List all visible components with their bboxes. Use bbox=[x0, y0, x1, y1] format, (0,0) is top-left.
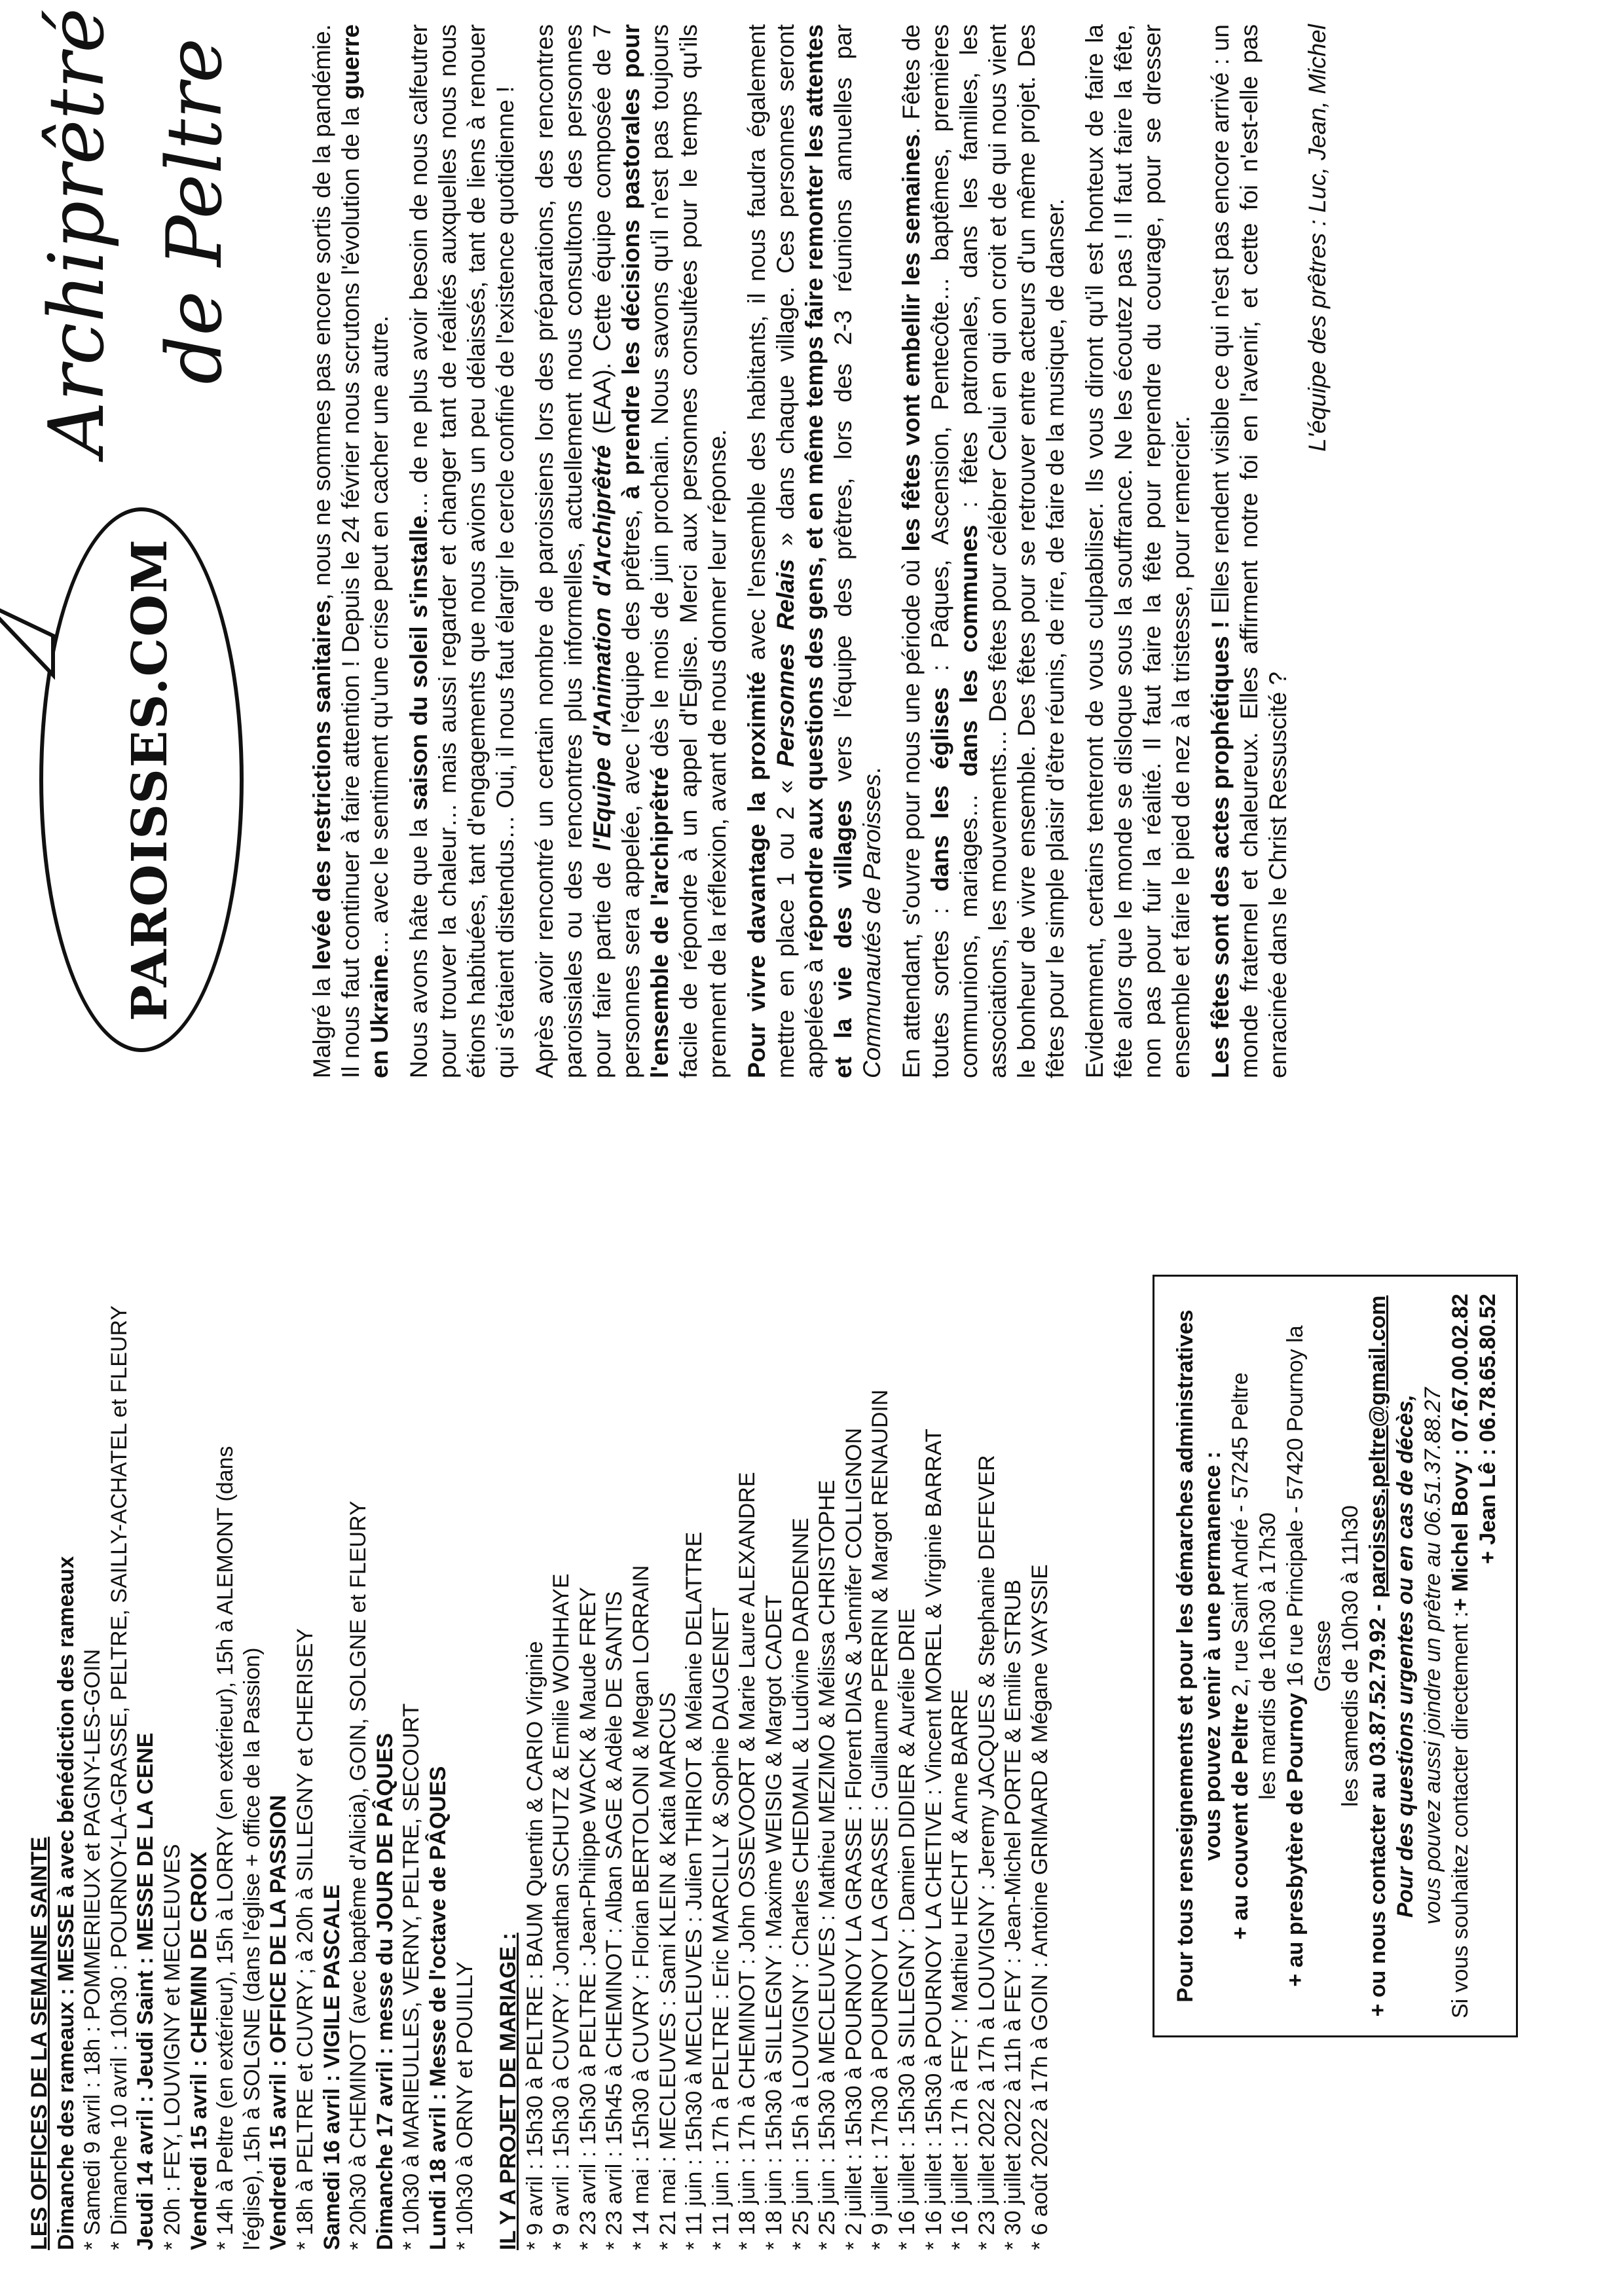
text-run: levée des restrictions sanitaires bbox=[308, 600, 335, 970]
jean-contact: + Jean Lê : 06.78.65.80.52 bbox=[1475, 1294, 1500, 1565]
convent-address: 2, rue Saint André - 57245 Peltre bbox=[1228, 1372, 1253, 1703]
presbytery-line bbox=[1282, 1294, 1337, 2018]
offices-line: * Dimanche 10 avril : 10h30 : POURNOY-LA-GRASSE, PELTRE, SAILLY-ACHATEL et FLEURY bbox=[106, 1305, 132, 2250]
offices-line: * 10h30 à ORNY et POUILLY bbox=[452, 1961, 477, 2250]
paragraph-7 bbox=[1206, 24, 1293, 1078]
wedding-line: * 9 avril : 15h30 à PELTRE : BAUM Quentin & CARIO Virginie bbox=[522, 1641, 547, 2250]
text-run: Pour vivre davantage la proximité bbox=[743, 671, 770, 1078]
urgent-line: Pour des questions urgentes ou en cas de décès, bbox=[1393, 1394, 1418, 1918]
contact-box bbox=[1153, 1275, 1518, 2037]
offices-line: Dimanche des rameaux : MESSE à avec bénédiction des rameaux bbox=[53, 1556, 79, 2250]
convent-label: + au couvent de Peltre bbox=[1228, 1702, 1253, 1940]
wedding-line: * 16 juillet : 15h30 à POURNOY LA CHETIVE : Vincent MOREL & Virginie BARRAT bbox=[921, 1429, 946, 2250]
text-run: Personnes Relais bbox=[772, 558, 799, 767]
speech-bubble-logo bbox=[39, 507, 244, 1052]
offices-line: Dimanche 17 avril : messe du JOUR DE PÂQUES bbox=[372, 1733, 397, 2250]
text-run: Malgré la bbox=[308, 970, 335, 1078]
wedding-line: * 25 juin : 15h30 à MECLEUVES : Mathieu MEZIMO & Mélissa CHRISTOPHE bbox=[815, 1480, 840, 2250]
text-run: à prendre les décisions pastorales pour l'ensemble de l'archiprêtré bbox=[618, 24, 673, 1078]
offices-line: * 20h : FEY, LOUVIGNY et MECLEUVES bbox=[159, 1844, 185, 2250]
text-run: guerre en Ukraine bbox=[337, 24, 393, 1078]
offices-line: * 20h30 à CHEMINOT (avec baptême d'Alicia), GOIN, SOLGNE et FLEURY bbox=[346, 1501, 371, 2250]
wedding-line: * 14 mai : 15h30 à CUVRY : Florian BERTOLONI & Megan LORRAIN bbox=[629, 1565, 654, 2250]
paragraph-3 bbox=[530, 24, 732, 1078]
text-run: saison du soleil s'installe bbox=[405, 515, 432, 811]
title-line2: de Peltre bbox=[151, 37, 239, 384]
contact-intro1: Pour tous renseignements et pour les démarches administratives bbox=[1173, 1309, 1198, 2003]
header bbox=[20, 7, 295, 1052]
convent-line bbox=[1227, 1294, 1254, 2018]
wedding-line: * 23 avril : 15h45 à CHEMINOT : Alban SAGE & Adèle DE SANTIS bbox=[602, 1591, 627, 2250]
email-link[interactable]: paroisses.peltre@gmail.com bbox=[1365, 1295, 1390, 1598]
text-run: . bbox=[858, 767, 885, 774]
wedding-line: * 18 juin : 17h à CHEMINOT : John OSSEVOORT & Marie Laure ALEXANDRE bbox=[735, 1472, 760, 2250]
wedding-line: * 11 juin : 15h30 à MECLEUVES : Julien THIRIOT & Mélanie DELATTRE bbox=[682, 1531, 707, 2250]
paragraph-6 bbox=[1080, 24, 1196, 1078]
presbytery-label: + au presbytère de Pournoy bbox=[1283, 1692, 1308, 1987]
offices-line: Vendredi 15 avril : CHEMIN DE CROIX bbox=[186, 1851, 212, 2250]
wedding-line: * 30 juillet 2022 à 11h à FEY : Jean-Michel PORTE & Emilie STRUB bbox=[1001, 1579, 1026, 2250]
text-run: dès le mois de juin prochain. Nous savons qu'il n'est pas toujours facile de répondre à un appel d'Eglise. Merci aux personnes consultées pour le temps qu'ils prennent de la réflexion, avant de nous donner leur réponse. bbox=[646, 24, 731, 1078]
text-run: En attendant, s'ouvre pour nous une période où bbox=[898, 551, 925, 1078]
text-run: Nous avons hâte que la bbox=[405, 810, 432, 1078]
text-run: Evidemment, certains tenteront de vous culpabiliser. Ils vous diront qu'il est honteux de faire la fête alors que le monde se disloque sous la souffrance. Ne les écoutez pas ! Il faut faire la fête, non pas pour fuir la réalité. Il faut faire la fête pour reprendre du courage, pour se dresser ensemble et faire le pied de nez à la tristesse, pour remercier. bbox=[1081, 24, 1194, 1078]
contact-intro2: vous pouvez venir à une permanence : bbox=[1200, 1451, 1225, 1861]
left-column bbox=[26, 1229, 1054, 2250]
text-run: vers l'équipe des prêtres, lors des 2-3 réunions annuelles par bbox=[830, 24, 857, 800]
text-run: : Pâques, Ascension, Pentecôte… baptêmes, premières communions, mariages… bbox=[927, 24, 982, 1078]
offices-line: * Samedi 9 avril : 18h : POMMERIEUX et PAGNY-LES-GOIN bbox=[80, 1649, 105, 2250]
text-run: … de ne plus avoir besoin de nous calfeutrer pour trouver la chaleur… mais aussi regarder et changer tant de réalités auxquelles nous nous étions habituées, tant d'engagements que nous avions un peu délaissés, tant de liens à renouer qui s'étaient distendus… Oui, il nous faut élargir le cercle confiné de l'existence quotidienne ! bbox=[405, 24, 519, 1078]
text-run: l'Equipe d'Animation d'Archiprêtré bbox=[589, 445, 616, 851]
offices-line: Vendredi 15 avril : OFFICE DE LA PASSION bbox=[266, 1795, 291, 2250]
offices-list bbox=[53, 1229, 479, 2250]
michel-contact: + Michel Bovy : 07.67.00.02.82 bbox=[1448, 1294, 1473, 1611]
text-run: Elles rendent visible ce qui n'est pas encore arrivé : un monde fraternel et chaleureux. Elles affirment notre foi en l'avenir, et cette foi n'est-elle pas enracinée dans le Christ Ressuscité ? bbox=[1207, 24, 1291, 1078]
phone-separator: - bbox=[1365, 1597, 1390, 1618]
wedding-line: * 23 avril : 15h30 à PELTRE : Jean-Philippe WACK & Maude FREY bbox=[575, 1587, 600, 2250]
wedding-line: * 21 mai : MECLEUVES : Sami KLEIN & Katia MARCUS bbox=[655, 1692, 680, 2250]
offices-title: LES OFFICES DE LA SEMAINE SAINTE bbox=[27, 1836, 52, 2250]
wedding-line: * 2 juillet : 15h30 à POURNOY LA GRASSE : Florent DIAS & Jennifer COLLIGNON bbox=[841, 1427, 866, 2250]
weddings-list bbox=[522, 1229, 1054, 2250]
wedding-line: * 23 juillet 2022 à 17h à LOUVIGNY : Jeremy JACQUES & Stephanie DEFEVER bbox=[974, 1455, 999, 2250]
bubble-tail-icon bbox=[0, 590, 60, 682]
presbytery-hours: les samedis de 10h30 à 11h30 bbox=[1338, 1505, 1363, 1807]
wedding-line: * 9 juillet : 17h30 à POURNOY LA GRASSE : Guillaume PERRIN & Margot RENAUDIN bbox=[868, 1389, 893, 2250]
urgent-line2: vous pouvez aussi joindre un prêtre au 06.51.37.88.27 bbox=[1420, 1387, 1445, 1925]
weddings-title: IL Y A PROJET DE MARIAGE : bbox=[496, 1933, 521, 2250]
offices-line: * 18h à PELTRE et CUVRY ; à 20h à SILLEGNY et CHERISEY bbox=[292, 1628, 318, 2250]
text-run: avec l'ensemble des habitants, il nous faudra également mettre en place 1 ou 2 « bbox=[743, 24, 799, 1078]
wedding-line: * 16 juillet : 15h30 à SILLEGNY : Damien DIDIER & Aurélie DRIE bbox=[895, 1608, 919, 2250]
text-run: (EAA). Cette équipe composée de 7 personnes sera appelée, avec l'équipe des prêtres, bbox=[589, 24, 644, 1078]
text-run: Les fêtes sont des actes prophétiques ! bbox=[1207, 621, 1234, 1078]
paragraph-5 bbox=[897, 24, 1070, 1078]
text-run: Communautés de Paroisses bbox=[858, 774, 885, 1078]
text-run: dans les églises bbox=[927, 687, 953, 892]
wedding-line: * 25 juin : 15h à LOUVIGNY : Charles CHEDMAIL & Ludivine DARDENNE bbox=[788, 1518, 813, 2250]
text-run: , nous ne sommes pas encore sortis de la pandémie. Il nous faut continuer à faire attention ! Depuis le 24 février nous scrutons l'évolution de la bbox=[308, 24, 364, 1078]
wedding-line: * 16 juillet : 17h à FEY : Mathieu HECHT & Anne BARRE bbox=[948, 1689, 973, 2250]
paragraph-4 bbox=[743, 24, 887, 1078]
wedding-line: * 11 juin : 17h à PELTRE : Eric MARCILLY & Sophie DAUGENET bbox=[708, 1607, 733, 2250]
title-line1: Archiprêtré bbox=[33, 7, 121, 456]
offices-line: Lundi 18 avril : Messe de l'octave de PÂQUES bbox=[425, 1766, 451, 2250]
text-run: les fêtes vont embellir les semaines bbox=[898, 134, 925, 552]
text-run: répondre aux questions des gens, et en même temps faire remonter les attentes et la vie des villages bbox=[801, 24, 857, 1078]
offices-line: * 10h30 à MARIEULLES, VERNY, PELTRE, SECOURT bbox=[399, 1703, 424, 2250]
signature: L'équipe des prêtres : Luc, Jean, Michel bbox=[1304, 24, 1331, 452]
offices-line: Jeudi 14 avril : Jeudi Saint : MESSE DE LA CENE bbox=[133, 1732, 158, 2250]
direct-line bbox=[1447, 1294, 1474, 2018]
article bbox=[308, 24, 1332, 1078]
text-run: : fêtes patronales, dans les familles, les associations, les mouvements… Des fêtes pour célébrer Celui en qui on croit et de qui nous vient le bonheur de vivre ensemble. Des fêtes pour se retrouver entre acteurs d'un même projet. Des fêtes pour le simple plaisir d'être réunis, de rire, de faire de la musique, de danser. bbox=[955, 24, 1069, 1078]
convent-hours: les mardis de 16h30 à 17h30 bbox=[1255, 1512, 1280, 1800]
phone-line bbox=[1364, 1294, 1392, 2018]
logo-text: PAROISSES.COM bbox=[122, 538, 178, 1021]
text-run: dans les communes bbox=[955, 524, 982, 777]
paragraph-1 bbox=[308, 24, 394, 1078]
offices-line: l'église), 15h à SOLGNE (dans l'église + office de la Passion) bbox=[239, 1647, 265, 2250]
phone-label: + ou nous contacter au 03.87.52.79.92 bbox=[1365, 1617, 1390, 2017]
wedding-line: * 18 juin : 15h30 à SILLEGNY : Maxime WEISIG & Margot CADET bbox=[762, 1595, 787, 2250]
text-run: » dans chaque village. Ces personnes seront appelées à bbox=[772, 24, 828, 1078]
text-run: . Fêtes de toutes sortes : bbox=[898, 24, 953, 1078]
offices-line: Samedi 16 avril : VIGILE PASCALE bbox=[319, 1884, 344, 2250]
text-run: … avec le sentiment qu'une crise peut en cacher une autre. bbox=[366, 315, 393, 955]
wedding-line: * 9 avril : 15h30 à CUVRY : Jonathan SCHUTZ & Emilie WOIHHAYE bbox=[549, 1573, 574, 2250]
text-run: Après avoir rencontré un certain nombre de paroissiens lors des préparations, des rencontres paroissiales ou des rencontres plus informelles, actuellement nous consultons des personnes pour faire partie de bbox=[531, 24, 616, 1078]
offices-line: * 14h à Peltre (en extérieur), 15h à LORRY (en extérieur), 15h à ALEMONT (dans bbox=[213, 1446, 238, 2250]
presbytery-address: 16 rue Principale - 57420 Pournoy la Grasse bbox=[1283, 1325, 1335, 1693]
wedding-line: * 6 août 2022 à 17h à GOIN : Antoine GRIMARD & Mégane VAYSSIE bbox=[1027, 1564, 1052, 2250]
paragraph-2 bbox=[405, 24, 520, 1078]
direct-label: Si vous souhaitez contacter directement : bbox=[1448, 1611, 1473, 2018]
